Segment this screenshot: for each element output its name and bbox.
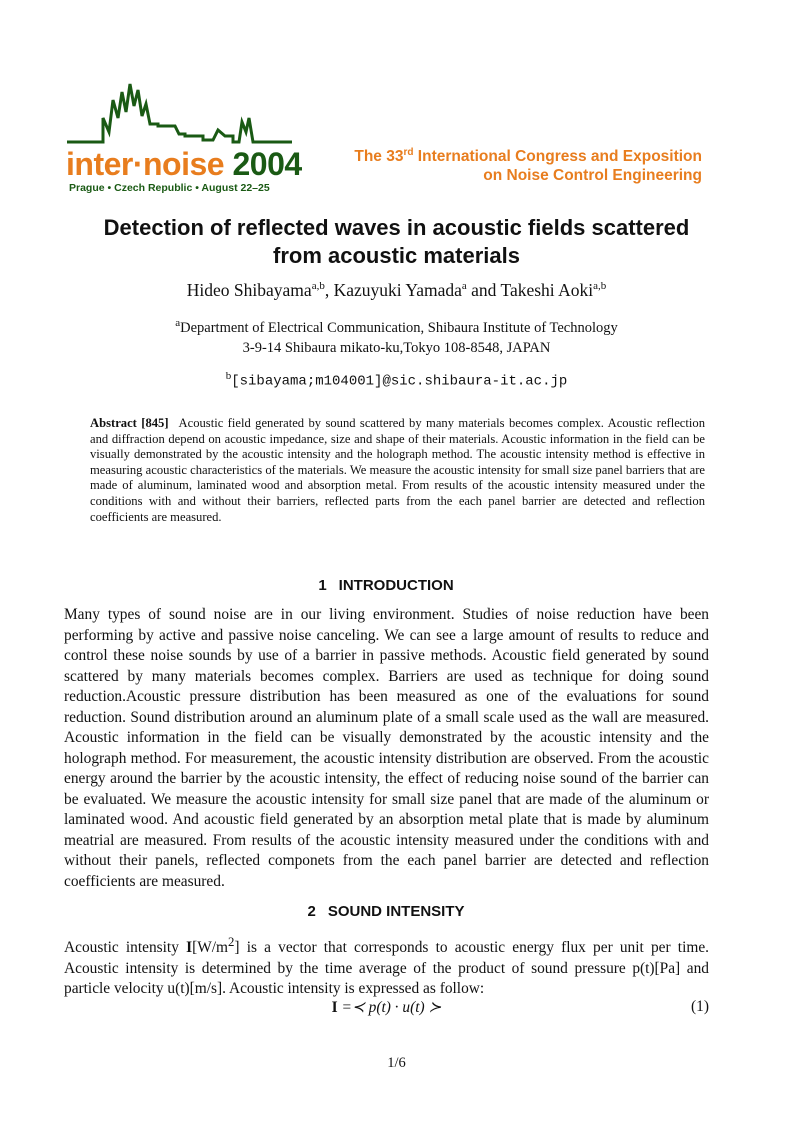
introduction-paragraph: Many types of sound noise are in our living environment. Studies of noise reduction have been performing by active and passive noise canceling. We can see a large amount of results to reduce and control these noise sounds by use of a barrier in passive methods. Acoustic field generated by sound scattered by many materials becomes complex. Barriers are used as technique for doing sound reduction.Acoustic pressure distribution has been measured as one of the evaluations for sound reduction. Sound distribution around an aluminum plate of a small scale used as the wall are measured. Acoustic information in the field can be visually demonstrated by the acoustic intensity and the holograph method. For measurement, the acoustic intensity distribution are observed. From the acoustic energy around the barrier by the acoustic intensity, the effect of reducing noise sound of the barrier can be evaluated. We measure the acoustic intensity for small size panel that are made of the aluminum or laminated wood. And acoustic field generated by an absorption metal plate that is made by aluminum meatrial are measured. From results of the acoustic intensity measured under the conditions with and without their panels, reflected componets from the each panel barrier are detected and reflection coefficients are measured. bbox=[64, 606, 709, 890]
affiliation: $^a$Department of Electrical Communication, Shibaura Institute of Technology 3-9-14 Shibaura mikato-ku,Tokyo 108-8548, JAPAN bbox=[175, 317, 618, 356]
congress-heading bbox=[354, 143, 702, 185]
congress-line-1: The 33rd International Congress and Exposition bbox=[354, 147, 702, 166]
abstract bbox=[90, 416, 705, 525]
abstract-label: Abstract [845] bbox=[90, 416, 169, 430]
conference-logo bbox=[63, 80, 303, 200]
page-number: 1/6 bbox=[387, 1055, 406, 1071]
sound-intensity-paragraph: Acoustic intensity $I[W/m^2]$ is a vector that corresponds to acoustic energy flux per unit per time. Acoustic intensity is determined by the time average of the product of sound pressure p(t)[Pa] and particle velocity u(t)[m/s]. Acoustic intensity is expressed as follow: bbox=[64, 935, 710, 998]
logo-subline: Prague • Czech Republic • August 22–25 bbox=[69, 182, 270, 194]
author-list: Hideo Shibayama$^{a,b}$, Kazuyuki Yamada$^a$ and Takeshi Aoki$^{a,b}$ bbox=[186, 280, 607, 300]
section-heading-sound-intensity: 2 SOUND INTENSITY bbox=[307, 903, 465, 920]
author-email: $^b$[sibayama;m104001]@sic.shibaura-it.ac.jp bbox=[225, 370, 568, 390]
waveform-graphic bbox=[63, 80, 303, 150]
congress-line-2: on Noise Control Engineering bbox=[483, 167, 702, 185]
equation-formula: I =≺ p(t) · u(t) ≻ bbox=[331, 999, 442, 1016]
logo-wordmark: inter·noise 2004 bbox=[66, 146, 302, 182]
section-heading-introduction: 1 INTRODUCTION bbox=[318, 577, 454, 594]
equation-number: (1) bbox=[691, 998, 709, 1015]
abstract-text: Acoustic field generated by sound scattered by many materials becomes complex. Acoustic reflection and diffraction depend on acoustic impedance, size and shape of their materials. Acoustic information in the field can be visually demonstrated by the acoustic intensity and the holograph method. The acoustic intensity method is effective in measuring acoustic characteristics of the materials. We measure the acoustic intensity for small size panel barriers that are made of aluminum, laminated wood and absorption metal. From results of the acoustic intensity measured under the conditions with and without their barriers, reflected parts from the each panel barrier are detected and reflection coefficients are measured. bbox=[90, 416, 705, 524]
paper-title: Detection of reflected waves in acoustic fields scattered from acoustic materials bbox=[103, 215, 690, 268]
